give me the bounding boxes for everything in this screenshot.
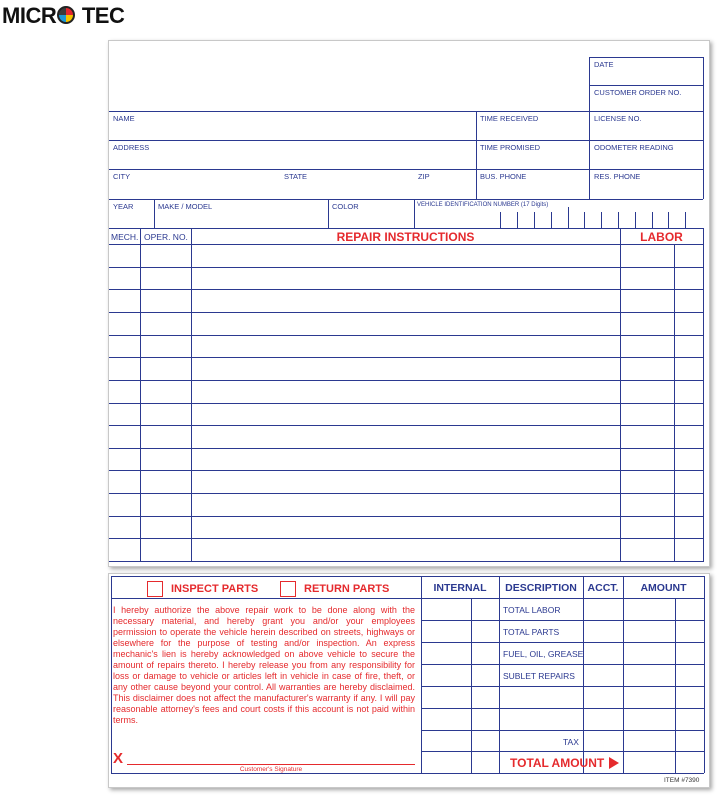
brand-logo: MICR TEC (2, 3, 125, 28)
amount-header: AMOUNT (640, 582, 687, 594)
return-parts-checkbox[interactable] (280, 581, 296, 597)
repair-row-line (109, 493, 703, 494)
mech-column-header: MECH. (111, 232, 139, 242)
inspect-parts-checkbox[interactable] (147, 581, 163, 597)
state-field[interactable]: STATE (284, 172, 308, 181)
total-parts-item: TOTAL PARTS (503, 627, 560, 637)
make-model-field[interactable]: MAKE / MODEL (158, 202, 213, 211)
repair-row-line (109, 516, 703, 517)
date-field[interactable]: DATE (594, 60, 614, 69)
oper-column-header: OPER. NO. (144, 232, 188, 242)
repair-row-line (109, 403, 703, 404)
repair-row-line (109, 267, 703, 268)
signature-label: Customer's Signature (239, 766, 303, 773)
customer-order-field[interactable]: CUSTOMER ORDER NO. (594, 88, 682, 97)
acct-header: ACCT. (587, 582, 619, 594)
vin-field[interactable]: VEHICLE IDENTIFICATION NUMBER (17 Digits) (417, 202, 549, 208)
logo-o-icon (57, 6, 75, 24)
labor-header: LABOR (640, 230, 683, 244)
repair-row-line (109, 425, 703, 426)
internal-header: INTERNAL (433, 582, 487, 594)
total-labor-item: TOTAL LABOR (503, 605, 561, 615)
total-amount-label: TOTAL AMOUNT (510, 756, 619, 770)
repair-row-line (109, 357, 703, 358)
authorization-text: I hereby authorize the above repair work to be done along with the necessary material, and hereby grant you and/or your employees permission to operate the vehicle herein described on streets, highways or elsewhere for the purpose of testing and/or inspection. An express mechanic's lien is hereby acknowledged on above vehicle to secure the amount of repairs thereto. I hereby release you from any responsibility for loss or damage to vehicle or articles left in vehicle in case of fire, theft, or any other cause beyond your control. All warranties are hereby disclaimed. This disclaimer does not affect the manufacturer's warranty if any. I will pay reasonable attorney's fees and court costs if this account is not paid within terms. (113, 605, 415, 725)
time-promised-field[interactable]: TIME PROMISED (480, 143, 541, 152)
zip-field[interactable]: ZIP (418, 172, 430, 181)
res-phone-field[interactable]: RES. PHONE (594, 172, 641, 181)
signature-line[interactable] (127, 764, 415, 765)
repair-row-line (109, 470, 703, 471)
odometer-field[interactable]: ODOMETER READING (594, 143, 674, 152)
tax-item: TAX (563, 737, 579, 747)
sublet-repairs-item: SUBLET REPAIRS (503, 671, 575, 681)
address-field[interactable]: ADDRESS (113, 143, 150, 152)
inspect-parts-label: INSPECT PARTS (171, 583, 259, 595)
repair-row-line (109, 289, 703, 290)
repair-order-sheet (108, 40, 710, 567)
license-field[interactable]: LICENSE NO. (594, 114, 642, 123)
time-received-field[interactable]: TIME RECEIVED (480, 114, 539, 123)
repair-instructions-header: REPAIR INSTRUCTIONS (336, 230, 475, 244)
authorization-sheet (108, 573, 710, 788)
repair-row-line (109, 380, 703, 381)
repair-row-line (109, 538, 703, 539)
description-header: DESCRIPTION (505, 582, 577, 594)
city-field[interactable]: CITY (113, 172, 131, 181)
repair-row-line (109, 448, 703, 449)
arrow-right-icon (609, 757, 619, 769)
item-number: ITEM #7390 (664, 777, 700, 784)
repair-row-line (109, 335, 703, 336)
name-field[interactable]: NAME (113, 114, 135, 123)
repair-row-line (109, 312, 703, 313)
fuel-oil-grease-item: FUEL, OIL, GREASE (503, 649, 584, 659)
signature-x-mark: X (113, 750, 124, 767)
year-field[interactable]: YEAR (113, 202, 134, 211)
return-parts-label: RETURN PARTS (304, 583, 390, 595)
bus-phone-field[interactable]: BUS. PHONE (480, 172, 527, 181)
color-field[interactable]: COLOR (332, 202, 359, 211)
